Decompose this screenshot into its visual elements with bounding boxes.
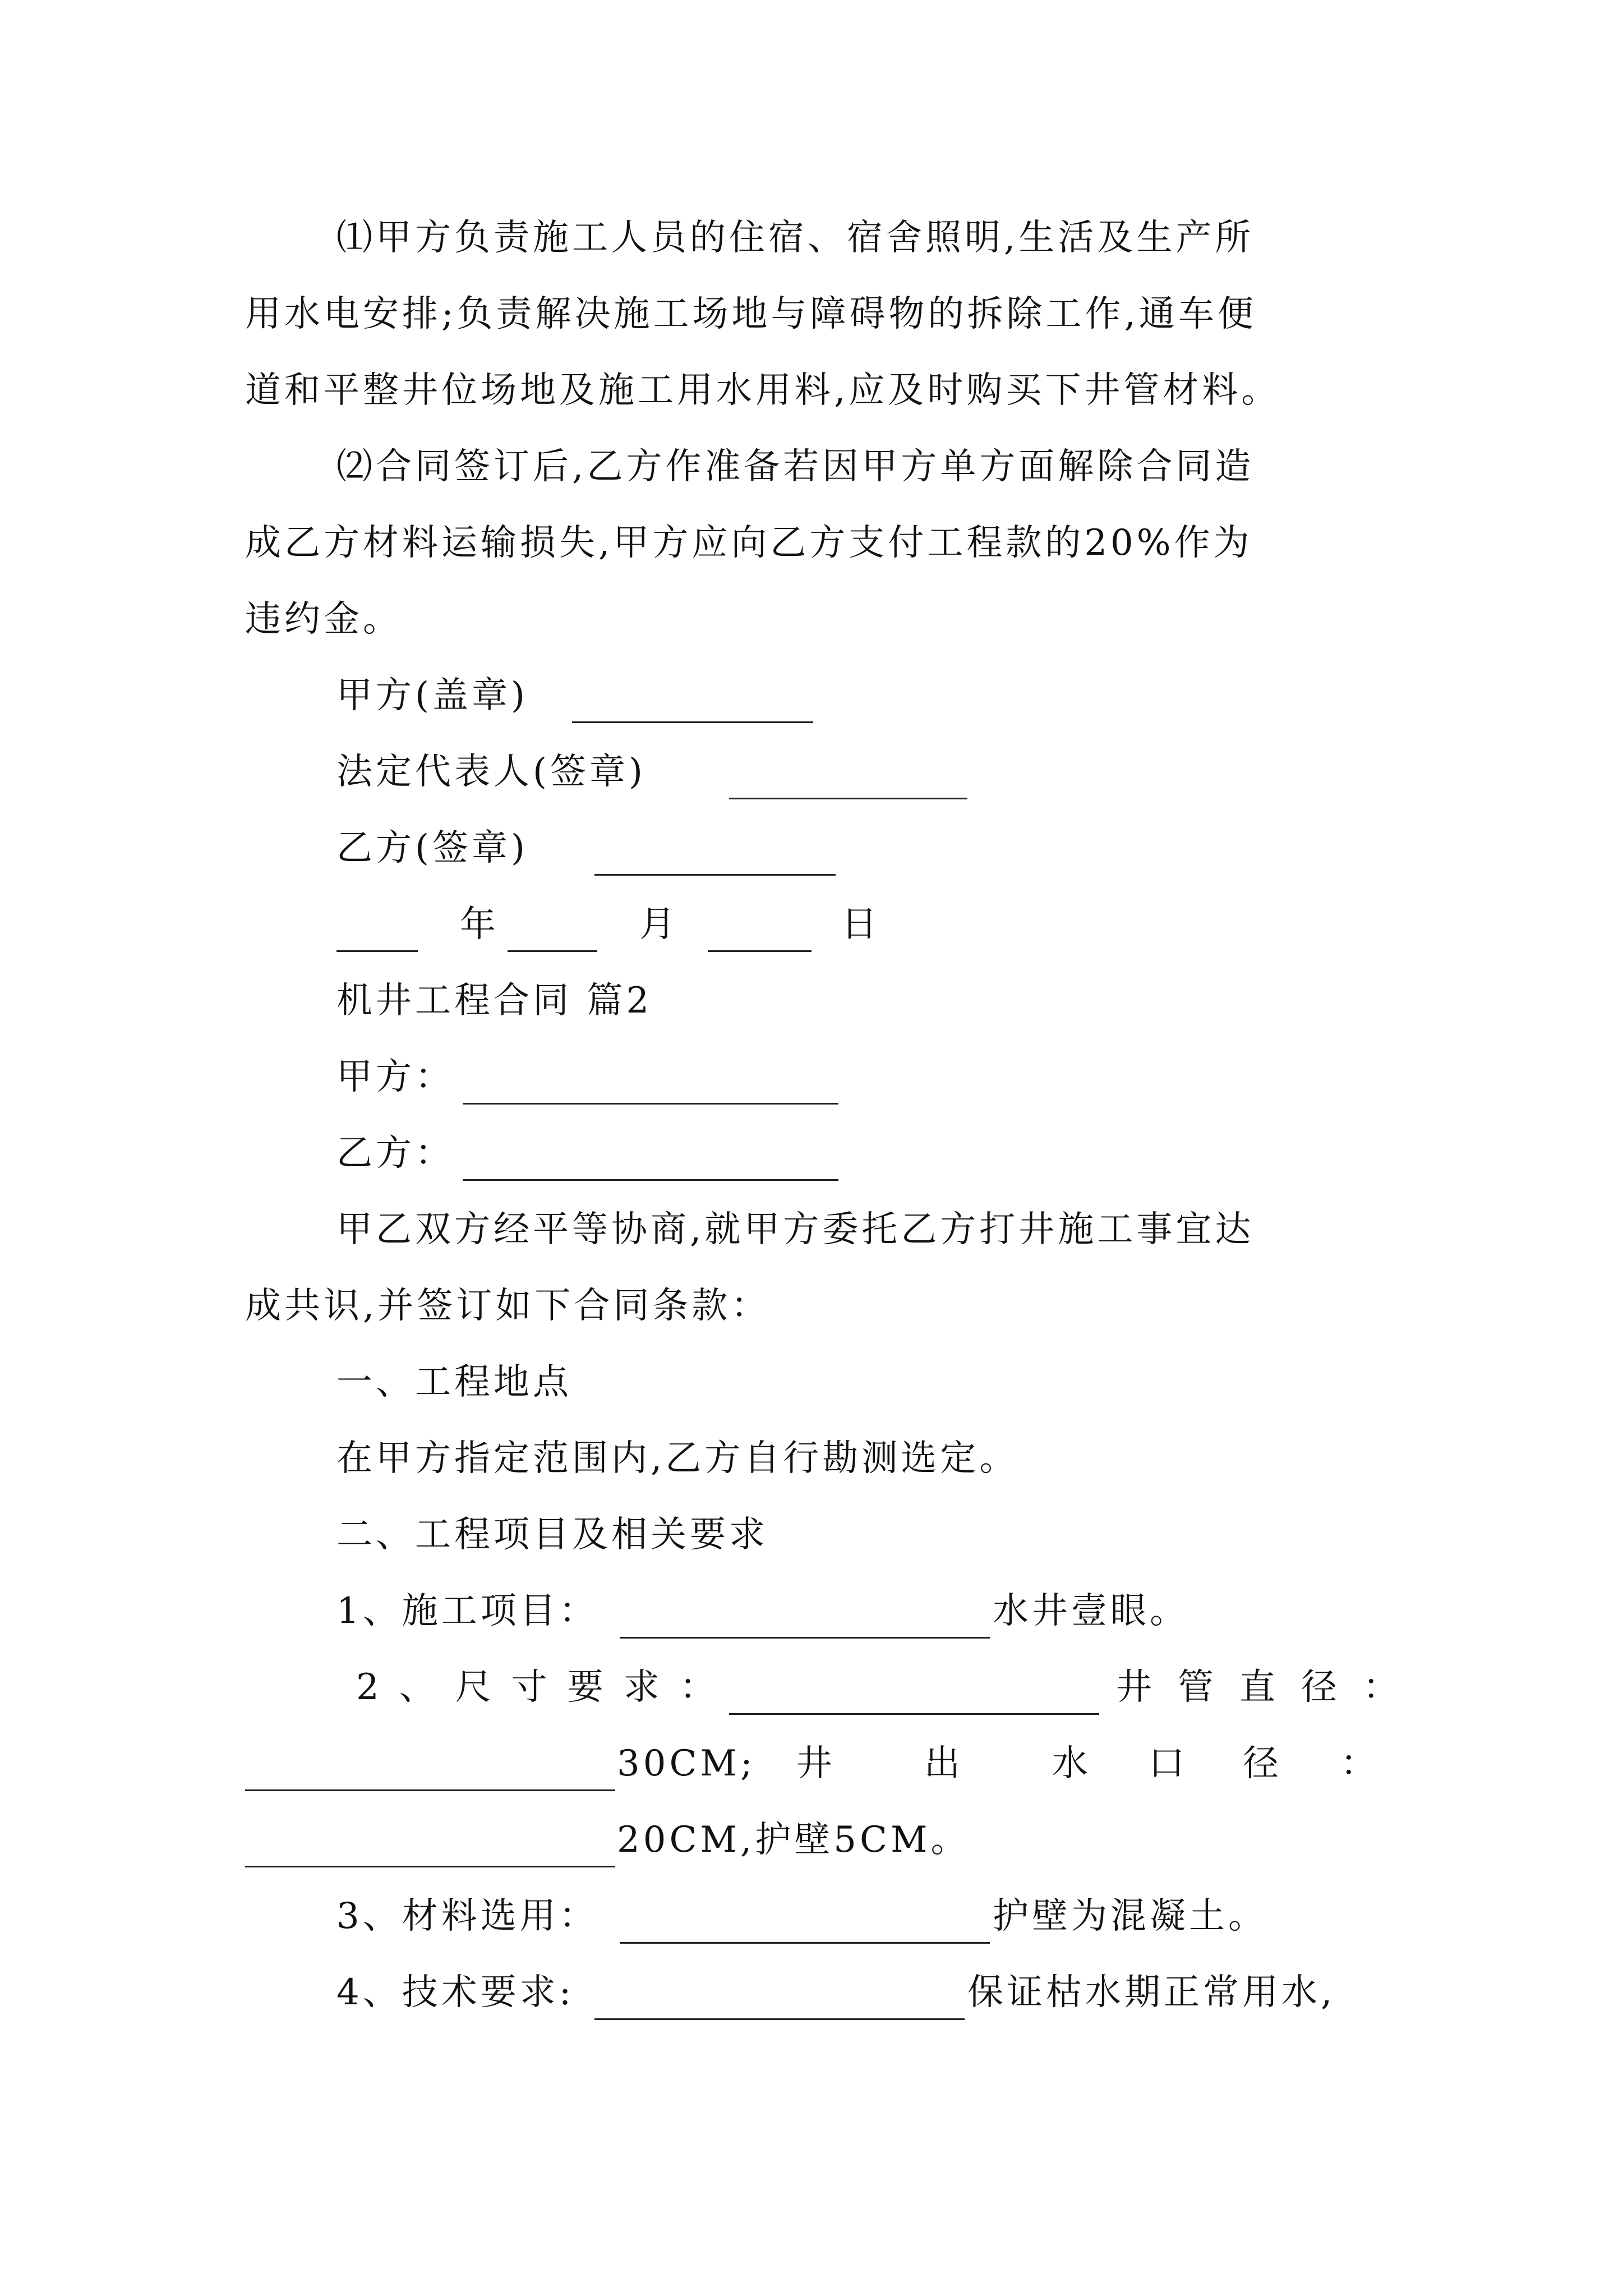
item2-line3-text: 20CM,护壁5CM。 — [617, 1819, 970, 1861]
clause1-line3: 道和平整井位场地及施工用水用料,应及时购买下井管材料。 — [245, 370, 1281, 411]
item2-label: 2、尺寸要求： — [356, 1667, 736, 1708]
clause1-line1: ⑴甲方负责施工人员的住宿、宿舍照明,生活及生产所 — [336, 217, 1255, 259]
item2-diameter-blank[interactable] — [729, 1683, 1099, 1715]
section2-party-a-blank[interactable] — [463, 1073, 838, 1105]
outlet-char-6: ： — [1340, 1743, 1376, 1784]
item2-line2-blank[interactable] — [245, 1759, 615, 1791]
item4-suffix: 保证枯水期正常用水, — [967, 1972, 1336, 2013]
month-label: 月 — [639, 904, 679, 945]
party-a-seal-label: 甲方(盖章) — [336, 675, 528, 716]
outlet-char-3: 水 — [1052, 1743, 1088, 1784]
outlet-char-4: 口 — [1149, 1743, 1184, 1784]
item3-suffix: 护壁为混凝土。 — [993, 1895, 1267, 1937]
item1-suffix: 水井壹眼。 — [993, 1590, 1189, 1632]
outlet-char-1: 井 — [796, 1743, 832, 1784]
intro-line1: 甲乙双方经平等协商,就甲方委托乙方打井施工事宜达 — [336, 1209, 1255, 1250]
clause2-line3: 违约金。 — [245, 599, 402, 640]
item3-blank[interactable] — [620, 1912, 990, 1944]
clause2-line2: 成乙方材料运输损失,甲方应向乙方支付工程款的20%作为 — [245, 522, 1253, 564]
party-b-sign-blank[interactable] — [594, 844, 836, 876]
legal-rep-blank[interactable] — [729, 767, 967, 799]
item2-line3-blank[interactable] — [245, 1835, 615, 1867]
year-label: 年 — [460, 904, 499, 945]
item2-suffix: 井管直径： — [1116, 1667, 1424, 1708]
outlet-char-5: 径 — [1243, 1743, 1279, 1784]
section2-party-b-label: 乙方： — [336, 1133, 454, 1174]
year-blank[interactable] — [336, 920, 418, 952]
clause1-line2: 用水电安排;负责解决施工场地与障碍物的拆除工作,通车便 — [245, 293, 1257, 335]
item4-blank[interactable] — [594, 1988, 965, 2020]
item2-line2-value: 30CM; — [617, 1743, 756, 1784]
item4-label: 4、技术要求: — [336, 1972, 575, 2013]
item1-label: 1、施工项目： — [336, 1590, 598, 1632]
legal-rep-label: 法定代表人(签章) — [336, 751, 646, 793]
outlet-char-2: 出 — [924, 1743, 960, 1784]
item1-blank[interactable] — [620, 1607, 990, 1639]
day-label: 日 — [841, 904, 880, 945]
project-location-text: 在甲方指定范围内,乙方自行勘测选定。 — [336, 1438, 1019, 1479]
party-a-seal-blank[interactable] — [572, 691, 813, 723]
clause2-line1: ⑵合同签订后,乙方作准备若因甲方单方面解除合同造 — [336, 446, 1255, 487]
intro-line2: 成共识,并签订如下合同条款： — [245, 1285, 771, 1327]
day-blank[interactable] — [708, 920, 811, 952]
heading-project-location: 一、工程地点 — [336, 1361, 572, 1403]
section2-party-a-label: 甲方： — [336, 1056, 454, 1098]
heading-project-requirements: 二、工程项目及相关要求 — [336, 1514, 768, 1556]
section2-party-b-blank[interactable] — [463, 1149, 838, 1181]
section2-title: 机井工程合同 篇2 — [336, 980, 653, 1022]
item3-label: 3、材料选用： — [336, 1895, 598, 1937]
month-blank[interactable] — [508, 920, 597, 952]
party-b-sign-label: 乙方(签章) — [336, 827, 528, 869]
